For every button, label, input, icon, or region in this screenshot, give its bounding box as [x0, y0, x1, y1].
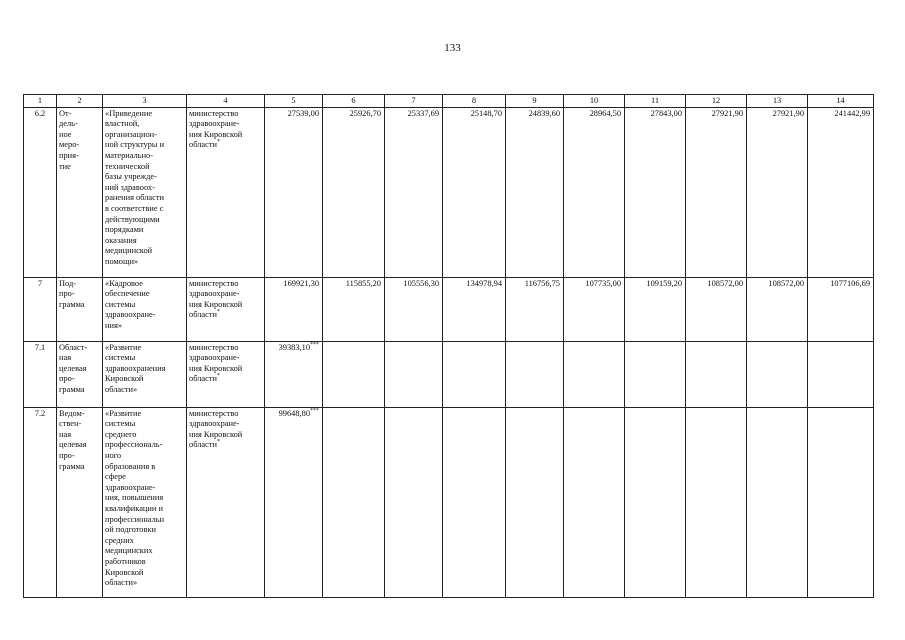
column-header: 8	[443, 95, 506, 108]
value: 99648,80	[278, 408, 310, 418]
value-total: 1077106,69	[808, 277, 874, 341]
executor-footnote-mark: *	[217, 373, 220, 380]
value	[625, 407, 686, 597]
row-executor: министерство здравоохране- ния Кировской области	[189, 108, 243, 150]
value: 115855,20	[323, 277, 385, 341]
value: 107735,00	[564, 277, 625, 341]
value: 116756,75	[506, 277, 564, 341]
value-cell	[265, 407, 323, 597]
value: 27539,00	[287, 108, 319, 118]
value	[385, 407, 443, 597]
column-header: 14	[808, 95, 874, 108]
value: 39383,10	[278, 342, 310, 352]
row-executor-cell	[187, 407, 265, 597]
value	[506, 341, 564, 407]
executor-footnote-mark: *	[217, 139, 220, 146]
executor-footnote-mark: *	[217, 309, 220, 316]
value: 27921,90	[747, 107, 808, 277]
column-header: 13	[747, 95, 808, 108]
column-header: 10	[564, 95, 625, 108]
value: 24839,60	[506, 107, 564, 277]
row-type: Област- ная целевая про- грамма	[57, 341, 103, 407]
row-code: 6.2	[24, 107, 57, 277]
value	[564, 407, 625, 597]
value	[323, 341, 385, 407]
value: 25148,70	[443, 107, 506, 277]
row-type: От- дель- ное меро- прия- тие	[57, 107, 103, 277]
page-number: 133	[444, 42, 461, 54]
column-header: 9	[506, 95, 564, 108]
table-row	[24, 407, 874, 597]
column-header: 12	[686, 95, 747, 108]
executor-footnote-mark: *	[217, 439, 220, 446]
value-cell	[265, 277, 323, 341]
column-header: 11	[625, 95, 686, 108]
value: 109159,20	[625, 277, 686, 341]
value	[323, 407, 385, 597]
value: 169921,30	[283, 278, 319, 288]
value	[506, 407, 564, 597]
column-header: 5	[265, 95, 323, 108]
value-total	[808, 407, 874, 597]
value	[747, 341, 808, 407]
row-code: 7	[24, 277, 57, 341]
value	[747, 407, 808, 597]
value-cell	[265, 107, 323, 277]
row-code: 7.1	[24, 341, 57, 407]
column-header: 7	[385, 95, 443, 108]
value: 105556,30	[385, 277, 443, 341]
table-row	[24, 277, 874, 341]
row-name: «Кадровое обеспечение системы здравоохране- ния»	[103, 277, 187, 341]
value	[686, 341, 747, 407]
value: 108572,00	[686, 277, 747, 341]
row-executor-cell	[187, 277, 265, 341]
row-executor: министерство здравоохране- ния Кировской области	[189, 342, 243, 384]
value: 25337,69	[385, 107, 443, 277]
row-executor-cell	[187, 107, 265, 277]
value	[443, 341, 506, 407]
value: 25926,70	[323, 107, 385, 277]
row-executor: министерство здравоохране- ния Кировской области	[189, 408, 243, 450]
value: 108572,00	[747, 277, 808, 341]
column-header: 1	[24, 95, 57, 108]
column-header-row	[24, 95, 874, 108]
row-type: Под- про- грамма	[57, 277, 103, 341]
column-header: 4	[187, 95, 265, 108]
row-type: Ведом- ствен- ная целевая про- грамма	[57, 407, 103, 597]
value	[564, 341, 625, 407]
row-executor-cell	[187, 341, 265, 407]
row-code: 7.2	[24, 407, 57, 597]
value-total	[808, 341, 874, 407]
value-total: 241442,99	[808, 107, 874, 277]
row-name: «Развитие системы здравоохранения Кировской области»	[103, 341, 187, 407]
value-cell	[265, 341, 323, 407]
value-footnote-mark: ***	[310, 407, 319, 414]
row-name: «Развитие системы среднего профессиональ- ного образования в сфере здравоохране- ния, повышения квалификации и профессиональн ой подготовки средних медицинских работников Кировской области»	[103, 407, 187, 597]
table-row	[24, 107, 874, 277]
value: 28964,50	[564, 107, 625, 277]
column-header: 6	[323, 95, 385, 108]
value	[385, 341, 443, 407]
value: 134978,94	[443, 277, 506, 341]
value	[686, 407, 747, 597]
column-header: 3	[103, 95, 187, 108]
value	[625, 341, 686, 407]
value-footnote-mark: ***	[310, 341, 319, 348]
row-name: «Приведение властной, организацион- ной структуры и материально- технической базы учрежде- ний здравоох- ранения области в соответствие с действующими порядками оказания медицинской помощи»	[103, 107, 187, 277]
table-row	[24, 341, 874, 407]
budget-table	[23, 94, 874, 598]
value: 27843,00	[625, 107, 686, 277]
value: 27921,90	[686, 107, 747, 277]
row-executor: министерство здравоохране- ния Кировской области	[189, 278, 243, 320]
column-header: 2	[57, 95, 103, 108]
value	[443, 407, 506, 597]
